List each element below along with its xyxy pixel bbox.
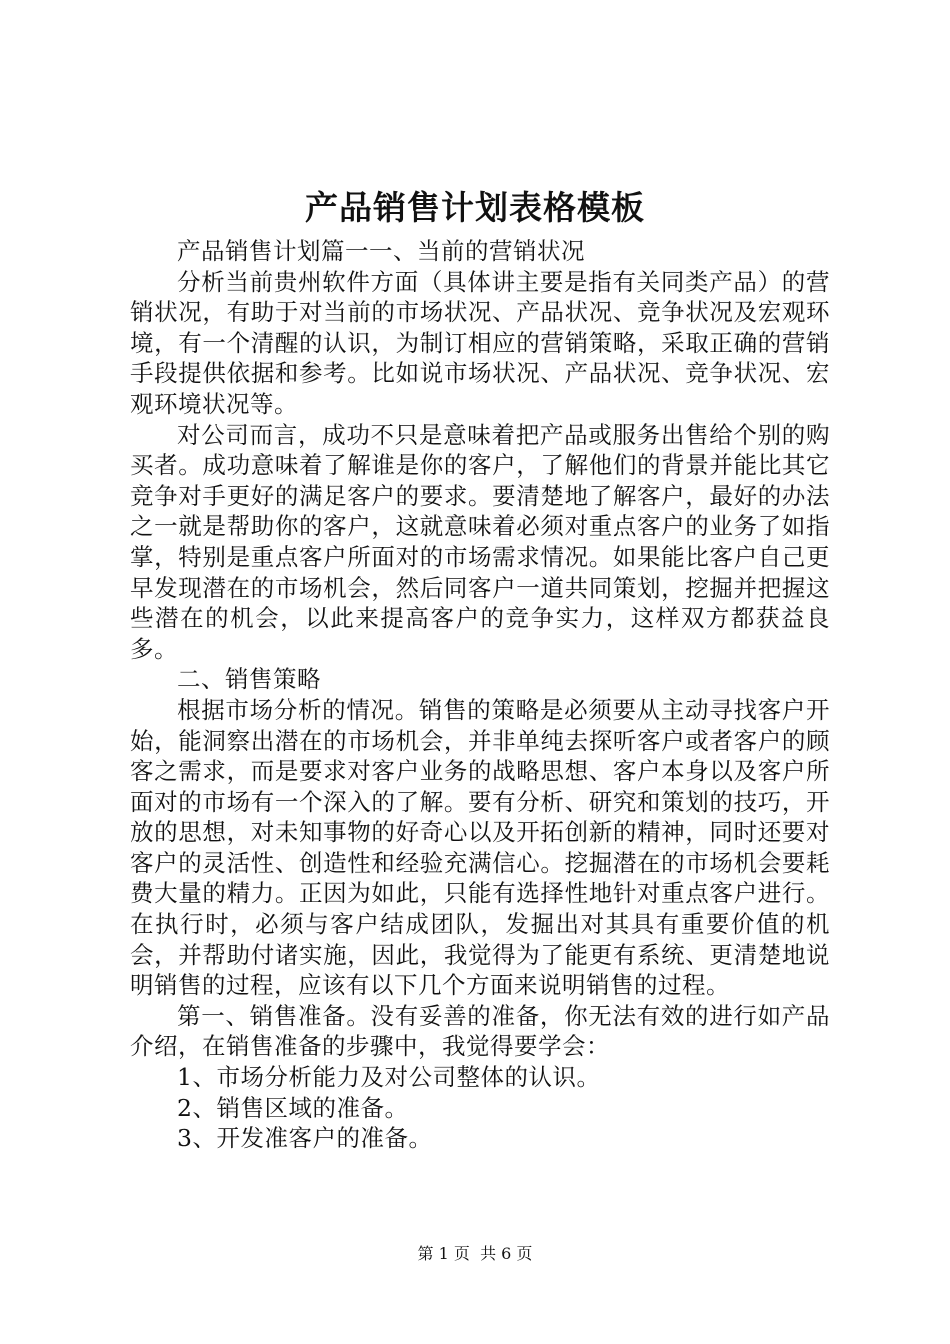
page-number: 第 1 页 共 6 页 bbox=[417, 1244, 533, 1263]
paragraph-company-success: 对公司而言，成功不只是意味着把产品或服务出售给个别的购买者。成功意味着了解谁是你的客户，了解他们的背景并能比其它竞争对手更好的满足客户的要求。要清楚地了解客户，最好的办法之一就是帮助你的客户，这就意味着必须对重点客户的业务了如指掌，特别是重点客户所面对的市场需求情况。如果能比客户自己更早发现潜在的市场机会，然后同客户一道共同策划，挖掘并把握这些潜在的机会，以此来提高客户的竞争实力，这样双方都获益良多。 bbox=[130, 420, 830, 663]
paragraph-section-2-heading: 二、销售策略 bbox=[177, 665, 321, 694]
list-item-2: 2、销售区域的准备。 bbox=[177, 1093, 409, 1122]
document-body bbox=[130, 236, 830, 1154]
paragraph-sales-strategy: 根据市场分析的情况。销售的策略是必须要从主动寻找客户开始，能洞察出潜在的市场机会，并非单纯去探听客户或者客户的顾客之需求，而是要求对客户业务的战略思想、客户本身以及客户所面对的市场有一个深入的了解。要有分析、研究和策划的技巧，开放的思想，对未知事物的好奇心以及开拓创新的精神，同时还要对客户的灵活性、创造性和经验充满信心。挖掘潜在的市场机会要耗费大量的精力。正因为如此，只能有选择性地针对重点客户进行。在执行时，必须与客户结成团队，发掘出对其具有重要价值的机会，并帮助付诸实施，因此，我觉得为了能更有系统、更清楚地说明销售的过程，应该有以下几个方面来说明销售的过程。 bbox=[130, 695, 830, 1000]
document-title: 产品销售计划表格模板 bbox=[305, 188, 645, 227]
page-footer bbox=[0, 1244, 950, 1264]
list-item-1: 1、市场分析能力及对公司整体的认识。 bbox=[177, 1063, 601, 1092]
list-item-3: 3、开发准客户的准备。 bbox=[177, 1124, 433, 1153]
paragraph-market-analysis: 分析当前贵州软件方面（具体讲主要是指有关同类产品）的营销状况，有助于对当前的市场状况、产品状况、竞争状况及宏观环境，有一个清醒的认识，为制订相应的营销策略，采取正确的营销手段提供依据和参考。比如说市场状况、产品状况、竞争状况、宏观环境状况等。 bbox=[130, 267, 830, 418]
paragraph-sales-preparation: 第一、销售准备。没有妥善的准备，你无法有效的进行如产品介绍，在销售准备的步骤中，我觉得要学会： bbox=[130, 1001, 830, 1061]
paragraph-section-1-heading: 产品销售计划篇一一、当前的营销状况 bbox=[177, 237, 585, 265]
